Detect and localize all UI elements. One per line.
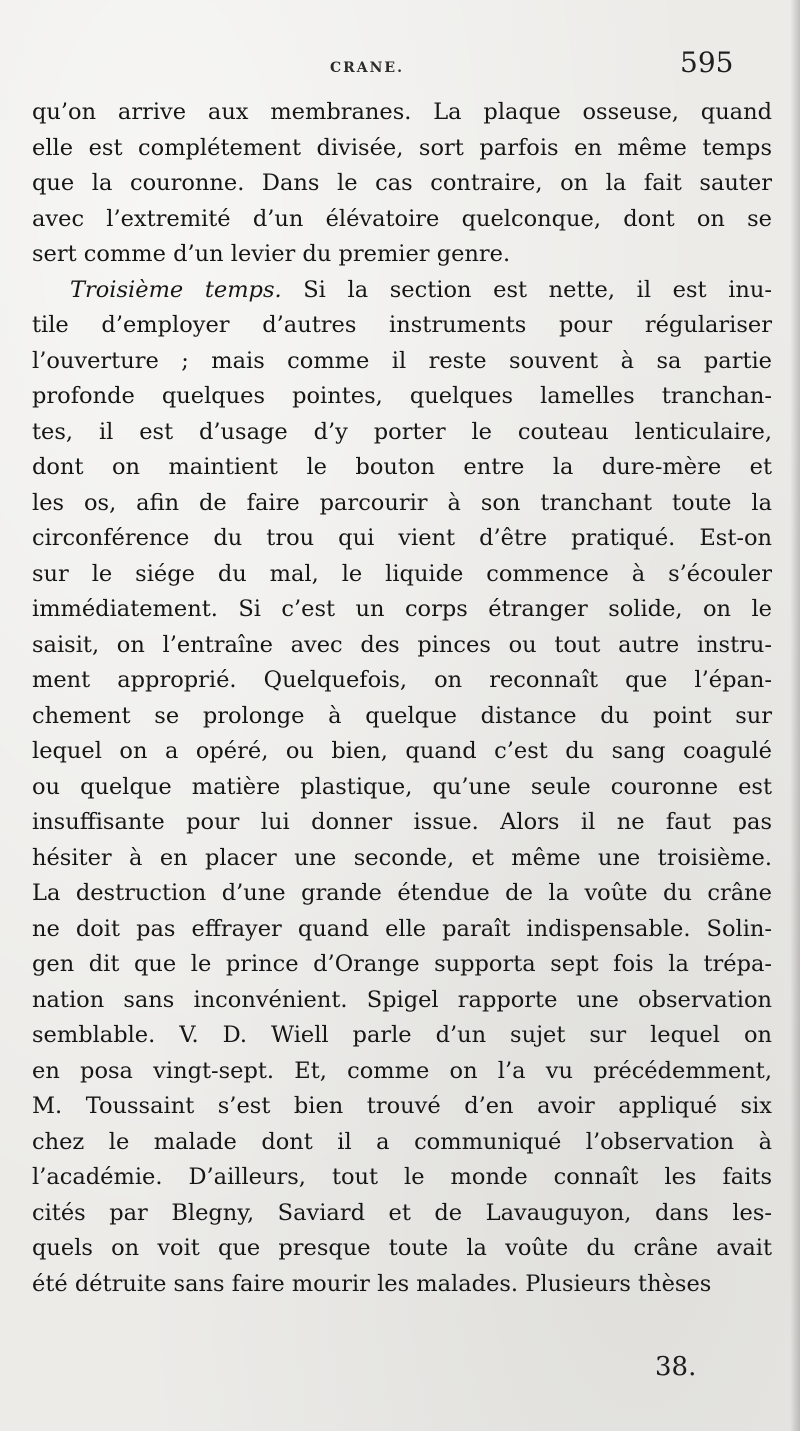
text-line: que la couronne. Dans le cas contraire, on la fait sauter [32, 170, 772, 196]
text-line: les os, afin de faire parcourir à son tranchant toute la [32, 489, 772, 516]
text-line: dont on maintient le bouton entre la dure-mère et [32, 454, 772, 480]
text-line: en posa vingt-sept. Et, comme on l’a vu précédemment, [32, 1057, 772, 1084]
running-header: CRANE. [330, 60, 404, 76]
text-line: insuffisante pour lui donner issue. Alors il ne faut pas [32, 809, 772, 835]
text-line: tes, il est d’usage d’y porter le couteau lenticulaire, [32, 418, 772, 445]
paragraph-first-line-text: Si la section est nette, il est inu- [281, 276, 772, 303]
text-line: sur le siége du mal, le liquide commence à s’écouler [32, 560, 772, 587]
paragraph-first-line [32, 273, 772, 309]
text-line: qu’on arrive aux membranes. La plaque osseuse, quand [32, 99, 772, 125]
text-line: cités par Blegny, Saviard et de Lavauguyon, dans les- [32, 1199, 772, 1226]
text-line: sert comme d’un levier du premier genre. [32, 241, 511, 267]
text-line: été détruite sans faire mourir les malades. Plusieurs thèses [32, 1270, 712, 1297]
text-line: immédiatement. Si c’est un corps étranger solide, on le [32, 596, 772, 622]
text-line: tile d’employer d’autres instruments pour régulariser [32, 312, 772, 338]
page-edge-shadow [790, 0, 800, 1431]
text-line: nation sans inconvénient. Spigel rapporte une observation [32, 986, 772, 1013]
signature-mark: 38. [655, 1352, 697, 1382]
text-line: ment approprié. Quelquefois, on reconnaît que l’épan- [32, 667, 772, 693]
text-line: hésiter à en placer une seconde, et même une troisième. [32, 844, 772, 871]
text-line: avec l’extremité d’un élévatoire quelconque, dont on se [32, 205, 772, 232]
text-line: quels on voit que presque toute la voûte du crâne avait [32, 1235, 772, 1261]
text-line: l’ouverture ; mais comme il reste souvent à sa partie [32, 347, 772, 374]
text-line: profonde quelques pointes, quelques lamelles tranchan- [32, 383, 772, 409]
text-line: semblable. V. D. Wiell parle d’un sujet sur lequel on [32, 1022, 772, 1048]
text-line: l’académie. D’ailleurs, tout le monde connaît les faits [32, 1164, 772, 1190]
page-number: 595 [680, 46, 734, 79]
section-lead: Troisième temps. [70, 276, 282, 303]
body-text [32, 95, 772, 1302]
text-line: chez le malade dont il a communiqué l’observation à [32, 1128, 772, 1155]
text-line: M. Toussaint s’est bien trouvé d’en avoir appliqué six [32, 1093, 772, 1119]
text-line: ne doit pas effrayer quand elle paraît indispensable. Solin- [32, 915, 772, 942]
text-line: ou quelque matière plastique, qu’une seule couronne est [32, 773, 772, 800]
text-line: lequel on a opéré, ou bien, quand c’est du sang coagulé [32, 738, 772, 764]
text-line: chement se prolonge à quelque distance du point sur [32, 702, 772, 729]
text-line: elle est complétement divisée, sort parfois en même temps [32, 134, 772, 161]
text-line: La destruction d’une grande étendue de la voûte du crâne [32, 880, 772, 906]
text-line: saisit, on l’entraîne avec des pinces ou tout autre instru- [32, 631, 772, 658]
text-line: gen dit que le prince d’Orange supporta sept fois la trépa- [32, 951, 772, 977]
text-line: circonférence du trou qui vient d’être pratiqué. Est-on [32, 525, 772, 551]
